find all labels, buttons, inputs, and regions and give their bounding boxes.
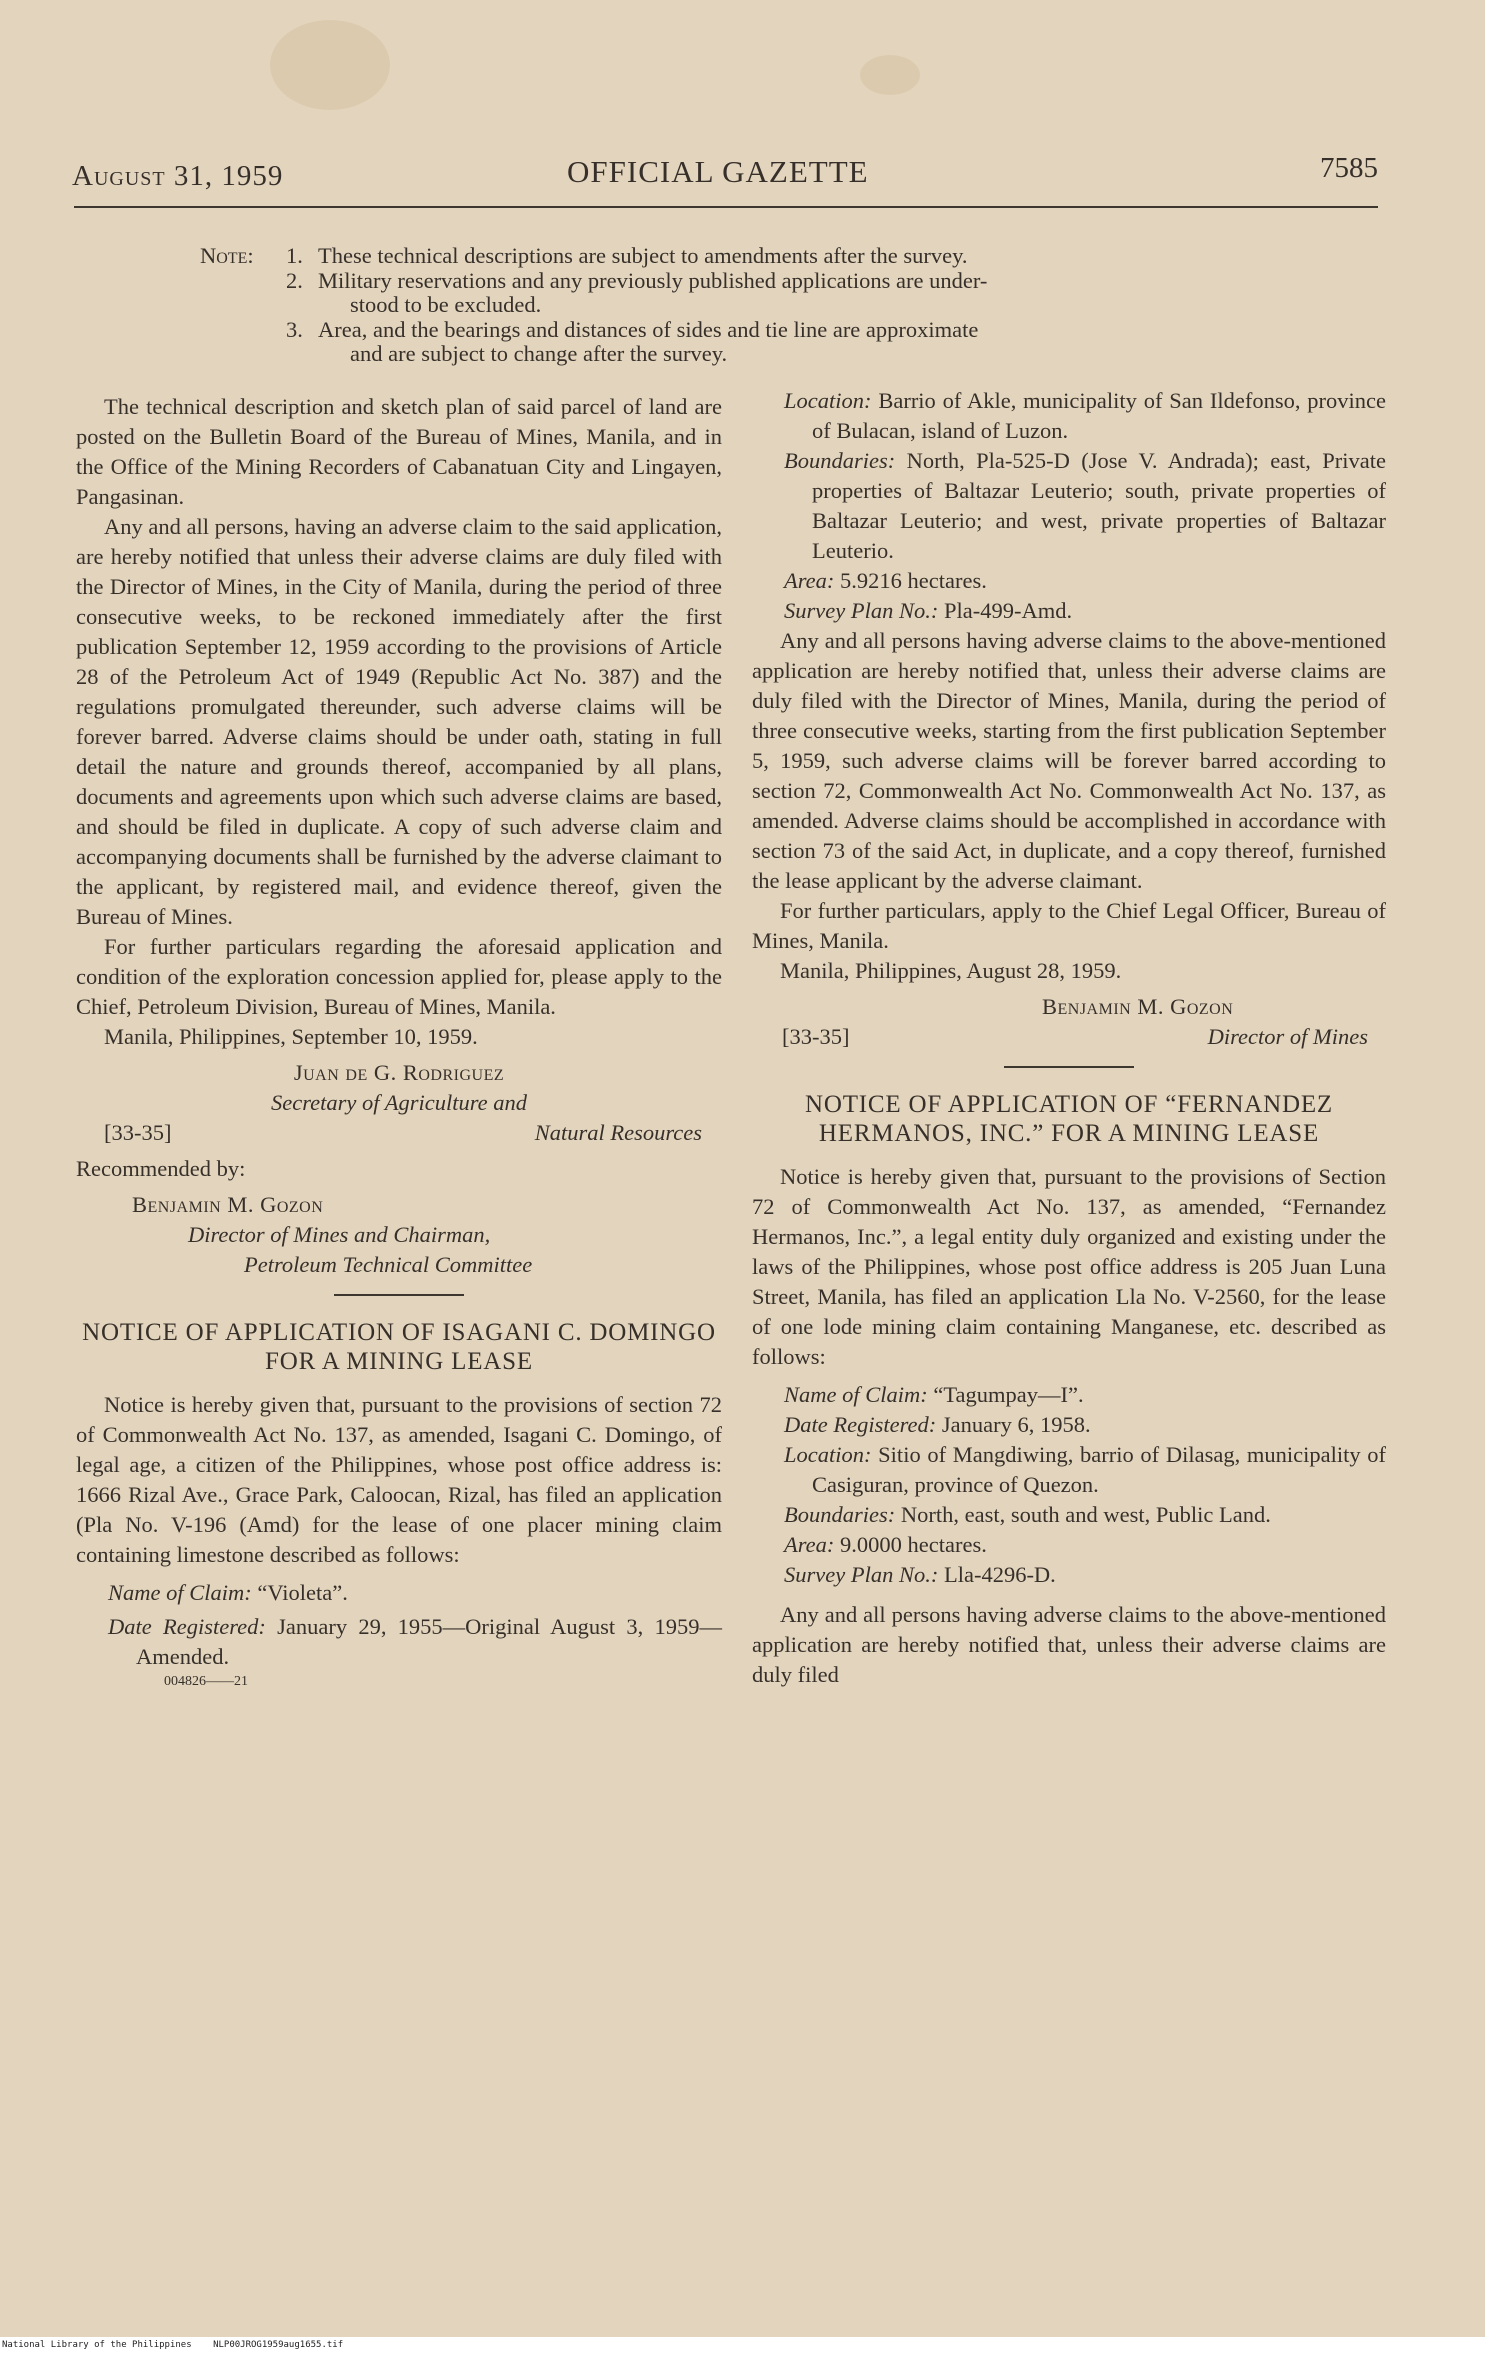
paragraph: Any and all persons having adverse claims to the above-mentioned application are hereby notified that, unless their adverse claims are duly filed with the Director of Mines, Manila, during the period of three consecutive weeks, starting from the first publication September 5, 1959, such adverse claims will be forever barred according to section 72, Commonwealth Act No. Commonwealth Act No. 137, as amended. Adverse claims should be accomplished in accordance with section 73 of the said Act, in duplicate, and a copy thereof, furnished the lease applicant by the adverse claimant. <box>752 628 1386 893</box>
field-value: Barrio of Akle, municipality of San Ildefonso, province of Bulacan, island of Luzon. <box>812 388 1386 443</box>
location-entry <box>752 1440 1386 1500</box>
signature-ref-row <box>76 1118 722 1148</box>
note-text: Military reservations and any previously published applications are under- <box>318 267 988 293</box>
page-number: 7585 <box>1320 152 1378 184</box>
note-number: 1. <box>286 243 303 268</box>
paragraph: Notice is hereby given that, pursuant to the provisions of section 72 of Commonwealth Act No. 137, as amended, Isagani C. Domingo, of legal age, a citizen of the Philippines, whose post office address is: 1666 Rizal Ave., Grace Park, Caloocan, Rizal, has filed an application (Pla No. V-196 (Amd) for the lease of one placer mining claim containing limestone described as follows: <box>76 1392 722 1567</box>
boundaries-entry <box>752 1500 1386 1530</box>
printer-code: 004826——21 <box>164 1674 248 1689</box>
recommender-title: Director of Mines and Chairman, <box>188 1222 491 1247</box>
scan-footer <box>0 2337 1485 2353</box>
recommended-by: Recommended by: <box>76 1156 246 1181</box>
field-label: Date Registered: <box>784 1412 937 1437</box>
note-continuation: and are subject to change after the survey. <box>350 341 728 366</box>
field-label: Area: <box>784 1532 835 1557</box>
date-entry <box>752 1410 1386 1440</box>
place-date: Manila, Philippines, September 10, 1959. <box>104 1024 478 1049</box>
issue-reference: [33-35] <box>782 1024 850 1049</box>
notice-heading: NOTICE OF APPLICATION OF “FERNANDEZ HERMANOS, INC.” FOR A MINING LEASE <box>804 1091 1333 1147</box>
field-label: Name of Claim: <box>108 1580 252 1605</box>
signatory-title: Secretary of Agriculture and <box>271 1090 527 1115</box>
note-number: 2. <box>286 267 303 293</box>
paper-stain <box>270 20 390 110</box>
survey-entry <box>752 596 1386 626</box>
boundaries-entry <box>752 446 1386 566</box>
area-entry <box>752 1530 1386 1560</box>
claim-entry <box>76 1578 722 1608</box>
signatory-name: Juan de G. Rodriguez <box>293 1060 505 1085</box>
signatory-title: Director of Mines <box>1207 1024 1368 1049</box>
signatory-title: Natural Resources <box>534 1120 702 1145</box>
left-column <box>76 392 722 1692</box>
section-divider <box>334 1294 464 1296</box>
note-number: 3. <box>286 316 303 342</box>
page-header <box>72 148 1378 196</box>
area-entry <box>752 566 1386 596</box>
place-date: Manila, Philippines, August 28, 1959. <box>780 958 1122 983</box>
field-label: Date Registered: <box>108 1614 266 1639</box>
footer-file: NLP00JROG1959aug1655.tif <box>213 2340 344 2350</box>
footer-source: National Library of the Philippines <box>2 2340 192 2350</box>
signature-ref-row <box>752 1022 1386 1052</box>
field-value: “Tagumpay—I”. <box>933 1382 1084 1407</box>
issue-date: August 31, 1959 <box>72 160 284 192</box>
issue-reference: [33-35] <box>104 1120 172 1145</box>
field-value: Pla-499-Amd. <box>943 598 1073 623</box>
right-column <box>752 386 1386 1690</box>
field-label: Location: <box>784 1442 872 1467</box>
field-value: North, east, south and west, Public Land. <box>900 1502 1271 1527</box>
field-value: 5.9216 hectares. <box>840 568 987 593</box>
section-divider <box>1004 1066 1134 1068</box>
field-label: Boundaries: <box>784 448 896 473</box>
recommender-title: Petroleum Technical Committee <box>244 1252 533 1277</box>
note-text: Area, and the bearings and distances of sides and tie line are approximate <box>318 316 979 342</box>
field-value: Sitio of Mangdiwing, barrio of Dilasag, municipality of Casiguran, province of Quezon. <box>812 1442 1386 1497</box>
field-label: Boundaries: <box>784 1502 896 1527</box>
note-item <box>200 269 1280 294</box>
notice-heading: NOTICE OF APPLICATION OF ISAGANI C. DOMINGO FOR A MINING LEASE <box>82 1319 716 1375</box>
paragraph: Any and all persons, having an adverse claim to the said application, are hereby notified that unless their adverse claims are duly filed with the Director of Mines, in the City of Manila, during the period of three consecutive weeks, to be reckoned immediately after the first publication September 12, 1959 according to the provisions of Article 28 of the Petroleum Act of 1949 (Republic Act No. 387) and the regulations promulgated thereunder, such adverse claims will be forever barred. Adverse claims should be under oath, stating in full detail the nature and grounds thereof, accompanied by all plans, documents and agreements upon which such adverse claims are based, and should be filed in duplicate. A copy of such adverse claim and accompanying documents shall be furnished by the adverse claimant to the applicant, by registered mail, and evidence thereof, given the Bureau of Mines. <box>76 514 722 929</box>
field-value: “Violeta”. <box>257 1580 348 1605</box>
field-value: January 29, 1955—Original August 3, 1959—Amended. <box>136 1614 723 1669</box>
claim-entry <box>752 1380 1386 1410</box>
note-label: Note: <box>200 243 254 268</box>
signatory-name: Benjamin M. Gozon <box>1042 994 1234 1019</box>
field-value: Lla-4296-D. <box>943 1562 1056 1587</box>
paragraph: The technical description and sketch plan of said parcel of land are posted on the Bulletin Board of the Bureau of Mines, Manila, and in the Office of the Mining Recorders of Cabanatuan City and Lingayen, Pangasinan. <box>76 394 722 509</box>
field-value: January 6, 1958. <box>941 1412 1091 1437</box>
date-entry <box>76 1612 722 1672</box>
note-item <box>200 244 1280 269</box>
field-value: North, Pla-525-D (Jose V. Andrada); east, Private properties of Baltazar Leuterio; south, private properties of Baltazar Leuterio; and west, private properties of Baltazar Leuterio. <box>812 448 1387 563</box>
field-label: Name of Claim: <box>784 1382 928 1407</box>
survey-entry <box>752 1560 1386 1590</box>
field-label: Survey Plan No.: <box>784 1562 939 1587</box>
recommender-name: Benjamin M. Gozon <box>132 1192 324 1217</box>
header-rule <box>74 206 1378 208</box>
paragraph: Notice is hereby given that, pursuant to the provisions of Section 72 of Commonwealth Act No. 137, as amended, “Fernandez Hermanos, Inc.”, a legal entity duly organized and existing under the laws of the Philippines, whose post office address is 205 Juan Luna Street, Manila, has filed an application Lla No. V-2560, for the lease of one lode mining claim containing Manganese, etc. described as follows: <box>752 1164 1386 1369</box>
field-value: 9.0000 hectares. <box>840 1532 987 1557</box>
publication-title: OFFICIAL GAZETTE <box>567 154 869 189</box>
field-label: Area: <box>784 568 835 593</box>
note-text: These technical descriptions are subject to amendments after the survey. <box>318 243 968 268</box>
paragraph: For further particulars, apply to the Chief Legal Officer, Bureau of Mines, Manila. <box>752 898 1386 953</box>
note-continuation: stood to be excluded. <box>350 292 542 317</box>
location-entry <box>752 386 1386 446</box>
field-label: Location: <box>784 388 872 413</box>
paragraph: Any and all persons having adverse claims to the above-mentioned application are hereby notified that, unless their adverse claims are duly filed <box>752 1602 1386 1687</box>
survey-note <box>200 244 1280 367</box>
field-label: Survey Plan No.: <box>784 598 939 623</box>
paper-stain <box>860 55 920 95</box>
paragraph: For further particulars regarding the aforesaid application and condition of the exploration concession applied for, please apply to the Chief, Petroleum Division, Bureau of Mines, Manila. <box>76 934 722 1019</box>
note-item <box>200 318 1280 343</box>
